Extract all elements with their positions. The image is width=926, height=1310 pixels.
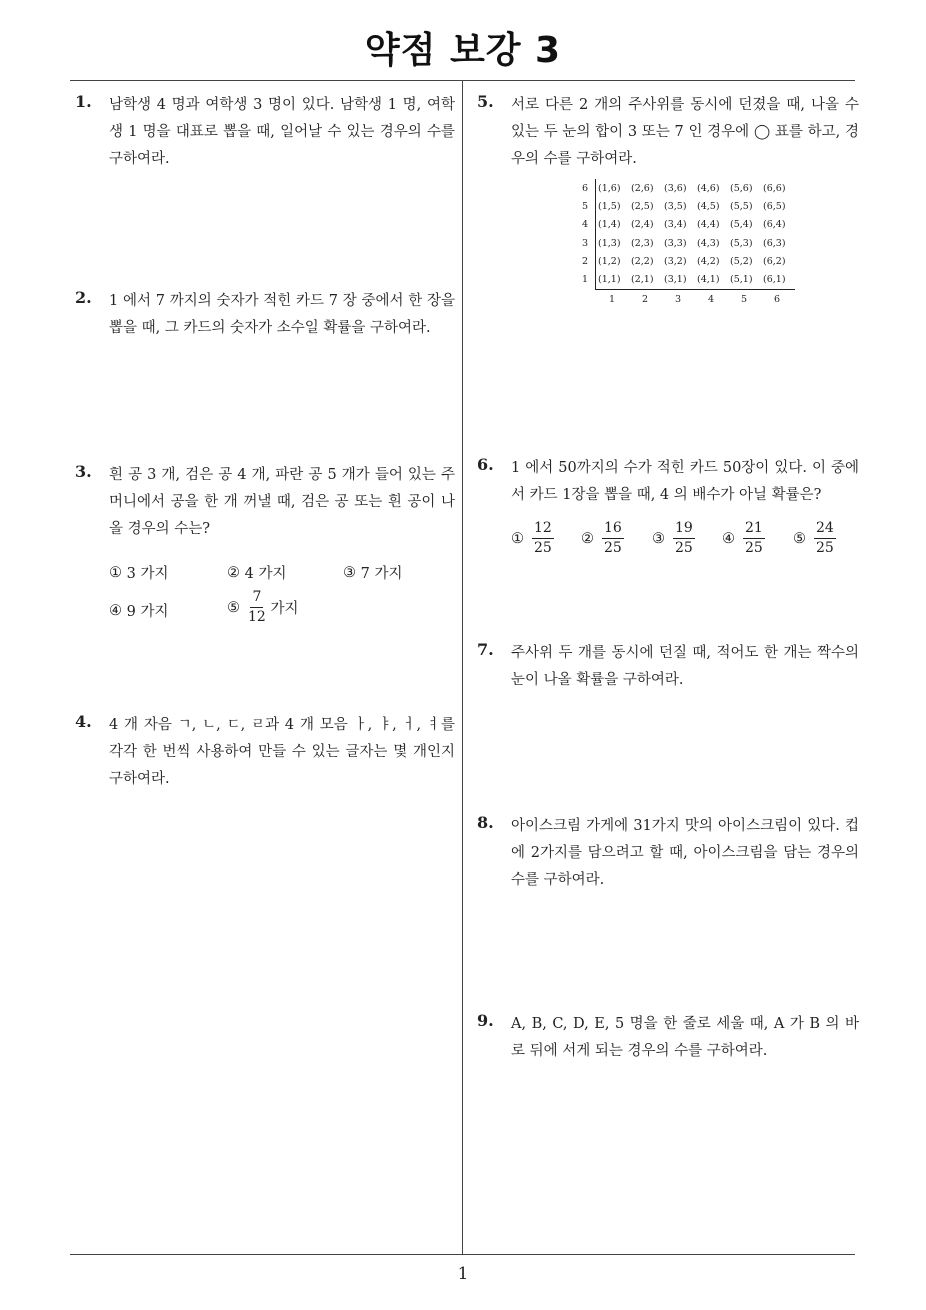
table-cell: (2,1) [631, 274, 654, 285]
page-title: 약점 보강 3 [364, 30, 562, 71]
table-cell: (1,3) [598, 237, 621, 249]
denominator: 12 [248, 609, 266, 626]
table-cell: (6,3) [763, 237, 786, 249]
problem-text: A, B, C, D, E, 5 명을 한 줄로 세울 때, A 가 B 의 바로 뒤에 서게 되는 경우의 수를 구하여라. [511, 1016, 859, 1059]
table-cell: (2,6) [631, 183, 654, 194]
table-cell: (6,6) [763, 183, 786, 194]
table-cell: (6,2) [763, 255, 786, 267]
table-cell: (5,5) [730, 201, 753, 213]
table-cell: (4,5) [697, 201, 720, 213]
problem-text: 1 에서 50까지의 수가 적힌 카드 50장이 있다. 이 중에서 카드 1장을 뽑을 때, 4 의 배수가 아닐 확률은? [511, 460, 859, 503]
problem-number: 7. [477, 640, 494, 659]
problem-number: 8. [477, 813, 494, 832]
choice-1[interactable] [511, 521, 554, 557]
fraction [248, 590, 266, 626]
problem-text: 흰 공 3 개, 검은 공 4 개, 파란 공 5 개가 들어 있는 주머니에서 공을 한 개 꺼낼 때, 검은 공 또는 흰 공이 나올 경우의 수는? [109, 467, 455, 537]
table-y-label: 1 [581, 274, 588, 285]
table-cell: (6,4) [763, 219, 786, 231]
choice-3[interactable] [652, 521, 695, 557]
table-cell: (4,3) [697, 237, 720, 249]
choice-text: 가지 [270, 601, 299, 618]
choice-4[interactable] [109, 600, 168, 621]
choice-3[interactable] [343, 562, 402, 583]
table-cell: (3,1) [664, 274, 687, 285]
table-cell: (5,1) [730, 274, 753, 285]
table-cell: (5,4) [730, 219, 753, 231]
table-y-axis [595, 179, 596, 289]
table-cell: (4,4) [697, 219, 720, 231]
table-cell: (3,3) [664, 237, 687, 249]
choice-mark: ① [511, 530, 524, 547]
choice-mark: ③ [652, 530, 665, 547]
table-cell: (2,3) [631, 237, 654, 249]
numerator: 21 [743, 521, 765, 539]
problem-number: 3. [75, 462, 92, 481]
problem-text: 남학생 4 명과 여학생 3 명이 있다. 남학생 1 명, 여학생 1 명을 대표로 뽑을 때, 일어날 수 있는 경우의 수를 구하여라. [109, 97, 455, 167]
fraction [602, 521, 624, 557]
choice-5[interactable] [227, 590, 298, 626]
problem-text: 주사위 두 개를 동시에 던질 때, 적어도 한 개는 짝수의 눈이 나올 확률을 구하여라. [511, 645, 859, 688]
problem-text: 아이스크림 가게에 31가지 맛의 아이스크림이 있다. 컵에 2가지를 담으려고 할 때, 아이스크림을 담는 경우의 수를 구하여라. [511, 818, 859, 888]
problem-number: 6. [477, 455, 494, 474]
problem-text: 서로 다른 2 개의 주사위를 동시에 던졌을 때, 나올 수 있는 두 눈의 합이 3 또는 7 인 경우에 ◯ 표를 하고, 경우의 수를 구하여라. [511, 97, 859, 167]
numerator: 24 [814, 521, 836, 539]
fraction [532, 521, 554, 557]
choice-mark: ④ [109, 602, 122, 619]
choice-mark: ① [109, 564, 122, 581]
choice-text: 9 가지 [126, 604, 169, 620]
choice-mark: ④ [722, 530, 735, 547]
choice-mark: ⑤ [793, 530, 806, 547]
denominator: 25 [604, 540, 622, 557]
table-cell: (4,2) [697, 255, 720, 267]
dice-outcome-table [578, 183, 798, 308]
choice-mark: ② [227, 564, 240, 581]
table-y-label: 6 [581, 183, 588, 194]
table-cell: (1,1) [598, 274, 621, 285]
table-cell: (3,4) [664, 219, 687, 231]
fraction [743, 521, 765, 557]
table-y-label: 2 [581, 255, 588, 267]
denominator: 25 [745, 540, 763, 557]
table-cell: (3,2) [664, 255, 687, 267]
numerator: 7 [250, 590, 263, 608]
numerator: 12 [532, 521, 554, 539]
problem-number: 5. [477, 92, 494, 111]
numerator: 16 [602, 521, 624, 539]
choice-1[interactable] [109, 562, 168, 583]
choice-text: 3 가지 [126, 566, 169, 582]
table-x-label: 2 [642, 294, 649, 305]
fraction [673, 521, 695, 557]
table-cell: (2,2) [631, 255, 654, 267]
choice-4[interactable] [722, 521, 765, 557]
table-cell: (6,5) [763, 201, 786, 213]
choice-2[interactable] [227, 562, 286, 583]
table-cell: (1,6) [598, 183, 621, 194]
table-cell: (2,4) [631, 219, 654, 231]
table-cell: (5,3) [730, 237, 753, 249]
table-x-label: 1 [609, 294, 616, 305]
fraction [814, 521, 836, 557]
choice-2[interactable] [581, 521, 624, 557]
choice-mark: ③ [343, 564, 356, 581]
problem-number: 2. [75, 288, 92, 307]
problem-text: 1 에서 7 까지의 숫자가 적힌 카드 7 장 중에서 한 장을 뽑을 때, 그 카드의 숫자가 소수일 확률을 구하여라. [109, 293, 455, 336]
table-x-label: 3 [675, 294, 682, 305]
table-x-label: 5 [741, 294, 748, 305]
problem-number: 4. [75, 712, 92, 731]
problem-number: 1. [75, 92, 92, 111]
table-x-label: 4 [708, 294, 715, 305]
choice-mark: ② [581, 530, 594, 547]
table-cell: (4,6) [697, 183, 720, 194]
table-cell: (1,2) [598, 255, 621, 267]
table-cell: (5,2) [730, 255, 753, 267]
table-cell: (3,6) [664, 183, 687, 194]
denominator: 25 [816, 540, 834, 557]
table-x-axis [595, 289, 795, 290]
table-cell: (4,1) [697, 274, 720, 285]
choice-text: 4 가지 [244, 566, 287, 582]
problem-number: 9. [477, 1011, 494, 1030]
table-cell: (1,4) [598, 219, 621, 231]
denominator: 25 [534, 540, 552, 557]
bottom-rule [70, 1254, 855, 1255]
table-y-label: 3 [581, 237, 588, 249]
choice-text: 7 가지 [360, 566, 403, 582]
choice-5[interactable] [793, 521, 836, 557]
table-cell: (6,1) [763, 274, 786, 285]
choice-mark: ⑤ [227, 599, 240, 616]
column-divider [462, 81, 463, 1255]
table-y-label: 5 [581, 201, 588, 213]
page-number: 1 [457, 1264, 469, 1284]
table-y-label: 4 [581, 219, 588, 231]
table-x-label: 6 [774, 294, 781, 305]
table-cell: (1,5) [598, 201, 621, 213]
problem-text: 4 개 자음 ㄱ, ㄴ, ㄷ, ㄹ과 4 개 모음 ㅏ, ㅑ, ㅓ, ㅕ를 각각 한 번씩 사용하여 만들 수 있는 글자는 몇 개인지 구하여라. [109, 717, 455, 787]
table-cell: (3,5) [664, 201, 687, 213]
numerator: 19 [673, 521, 695, 539]
denominator: 25 [675, 540, 693, 557]
table-cell: (5,6) [730, 183, 753, 194]
table-cell: (2,5) [631, 201, 654, 213]
